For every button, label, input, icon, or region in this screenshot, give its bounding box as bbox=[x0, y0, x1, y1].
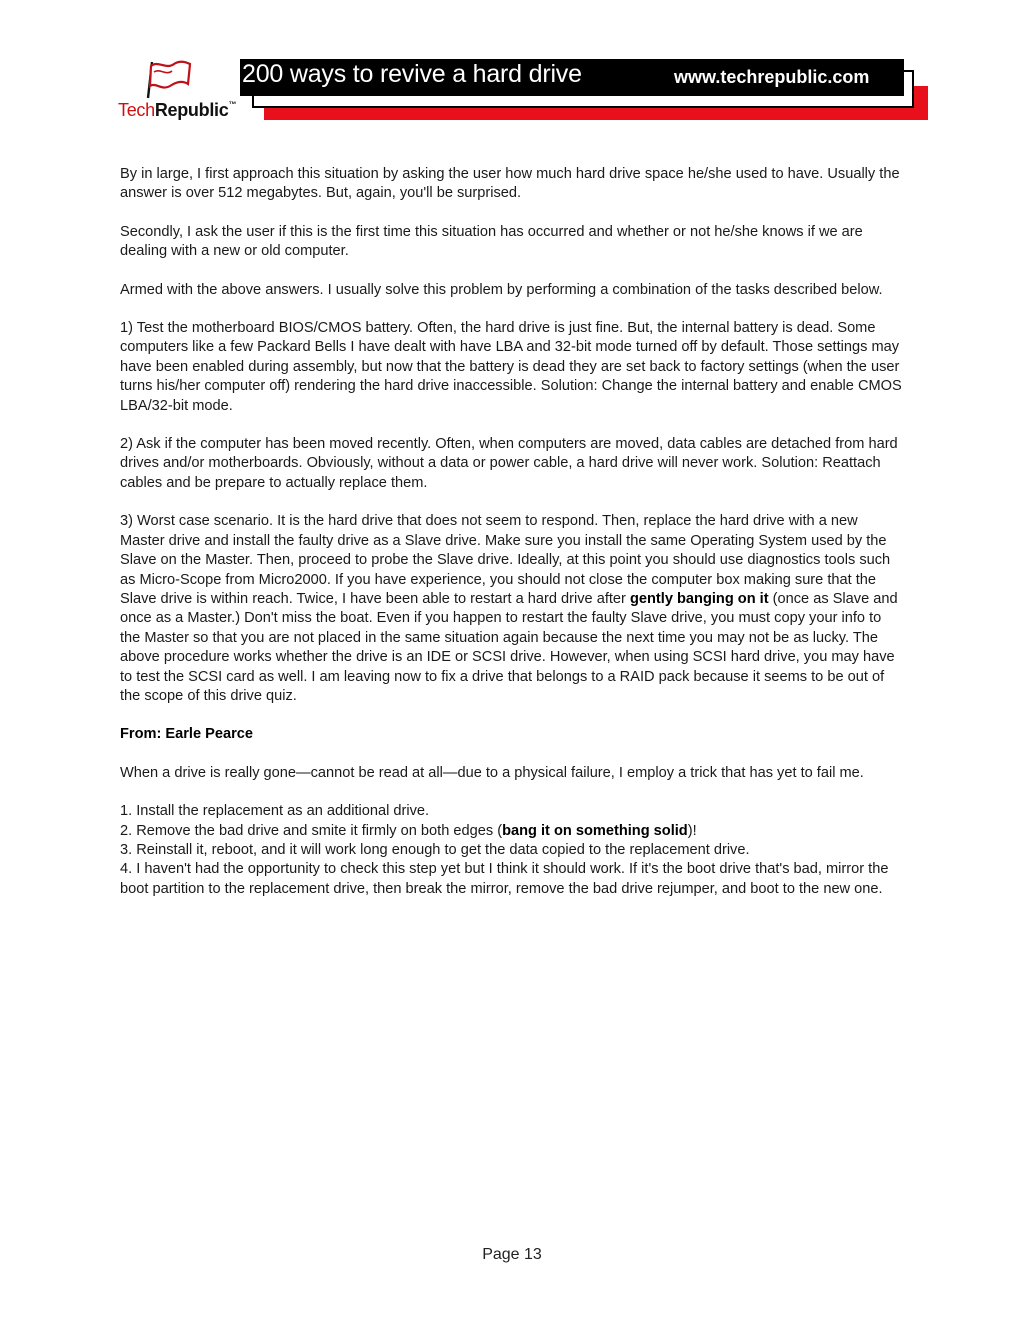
section-heading bbox=[120, 725, 904, 744]
techrepublic-logo bbox=[116, 56, 236, 126]
logo-republic: Republic bbox=[154, 100, 229, 120]
document-title: 200 ways to revive a hard drive bbox=[242, 60, 582, 88]
paragraph: Secondly, I ask the user if this is the first time this situation has occurred and whether or not he/she knows if we are dealing with a new or old computer. bbox=[120, 223, 863, 260]
numbered-list bbox=[120, 802, 904, 899]
author-heading: From: Earle Pearce bbox=[120, 726, 254, 743]
paragraph: Armed with the above answers. I usually solve this problem by performing a combination of the tasks described below. bbox=[120, 281, 883, 298]
text-run: (once as Slave and once as a Master.) Don't miss the boat. Even if you happen to restart the faulty Slave drive, you must copy your info to the Master so that you are not placed in the same situation again because the next time you may not be as lucky. The above procedure works whether the drive is an IDE or SCSI drive. However, when using SCSI hard drive, you may have to test the SCSI card as well. I am leaving now to fix a drive that belongs to a RAID pack because it seems to be out of the scope of this drive quiz. bbox=[120, 590, 898, 704]
header-url: www.techrepublic.com bbox=[674, 67, 870, 87]
text-run: )! bbox=[687, 822, 697, 839]
paragraph: By in large, I first approach this situation by asking the user how much hard drive space he/she used to have. Usually the answer is over 512 megabytes. But, again, you'll be surprised. bbox=[120, 166, 900, 202]
paragraph: 1) Test the motherboard BIOS/CMOS battery. Often, the hard drive is just fine. But, the internal battery is dead. Some computers like a few Packard Bells I have dealt with have LBA and 32-bit mode turned off by default. Those settings may have been enabled during assembly, but now that the battery is dead they are set back to factory settings (when the user turns his/her computer off) rendering the hard drive inaccessible. Solution: Change the internal battery and enable CMOS LBA/32-bit mode. bbox=[120, 320, 902, 414]
paragraph bbox=[120, 512, 904, 706]
logo-tech: Tech bbox=[118, 100, 155, 120]
list-item: 3. Reinstall it, reboot, and it will work long enough to get the data copied to the replacement drive. bbox=[120, 841, 750, 858]
bold-phrase: gently banging on it bbox=[629, 590, 769, 607]
text-run: 2. Remove the bad drive and smite it firmly on both edges ( bbox=[120, 822, 503, 839]
paragraph: 2) Ask if the computer has been moved recently. Often, when computers are moved, data cables are detached from hard drives and/or motherboards. Obviously, without a data or power cable, a hard drive will never work. Solution: Reattach cables and be prepare to actually replace them. bbox=[120, 436, 898, 491]
bold-phrase: bang it on something solid bbox=[502, 822, 688, 839]
logo-wordmark bbox=[118, 100, 236, 121]
text-run: 3) Worst case scenario. It is the hard drive that does not seem to respond. Then, replace the hard drive with a new Master drive and install the faulty drive as a Slave drive. Make sure you install the same Operating System used by the Slave on the Master. Then, proceed to probe the Slave drive. Ideally, at this point you should use diagnostics tools such as Micro-Scope from Micro2000. If you have experience, you should not close the computer box making sure that the Slave drive is within reach. Twice, I have been able to restart a hard drive after bbox=[120, 513, 891, 607]
list-item: 4. I haven't had the opportunity to check this step yet but I think it should work. If it's the boot drive that's bad, mirror the boot partition to the replacement drive, then break the mirror, remove the bad drive rejumper, and boot to the new one. bbox=[120, 861, 889, 897]
list-item: 1. Install the replacement as an additional drive. bbox=[120, 803, 430, 820]
page-number: Page 13 bbox=[482, 1246, 542, 1263]
logo-trademark: ™ bbox=[228, 100, 237, 109]
list-item bbox=[120, 822, 904, 841]
paragraph: When a drive is really gone—cannot be read at all—due to a physical failure, I employ a trick that has yet to fail me. bbox=[120, 764, 864, 781]
document-body bbox=[120, 165, 904, 899]
flag-icon bbox=[142, 58, 194, 102]
